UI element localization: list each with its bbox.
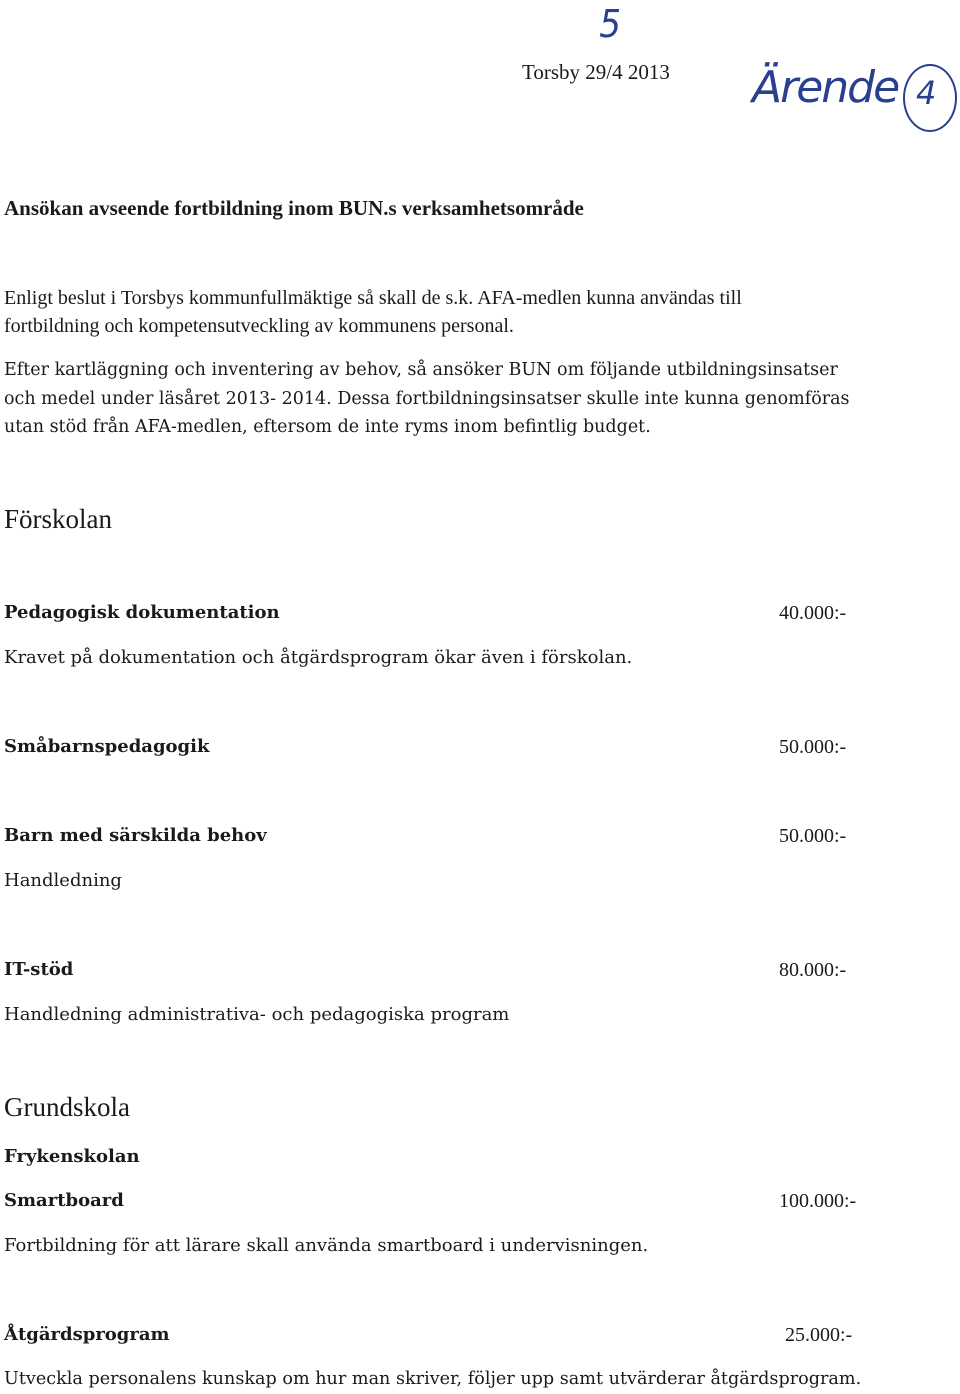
- intro-p2-line2-b: Dessa fortbildningsinsatser skulle inte kunna genomföras: [331, 389, 850, 409]
- item-title-smartboard: Smartboard: [4, 1190, 124, 1211]
- item-title-atgardsprogram: Åtgärdsprogram: [4, 1324, 170, 1345]
- item-amount-atgardsprogram: 25.000:-: [785, 1324, 853, 1346]
- item-title-it-stod: IT-stöd: [4, 959, 74, 980]
- subheading-frykenskolan: Frykenskolan: [4, 1146, 140, 1167]
- intro-paragraph-1: [4, 284, 742, 340]
- item-amount-pedagogisk-dokumentation: 40.000:-: [779, 602, 847, 624]
- intro-p2-line2: [4, 384, 850, 413]
- item-description-it-stod: Handledning administrativa- och pedagogiska program: [4, 1004, 510, 1025]
- handwritten-arende-note: Ärende: [752, 62, 899, 113]
- item-title-barn-med-sarskilda-behov: Barn med särskilda behov: [4, 825, 267, 846]
- intro-p2-line3: utan stöd från AFA-medlen, eftersom de inte ryms inom befintlig budget.: [4, 417, 651, 437]
- section-heading-grundskola: Grundskola: [4, 1092, 130, 1122]
- date-line: Torsby 29/4 2013: [522, 60, 670, 84]
- intro-p1-line1: Enligt beslut i Torsbys kommunfullmäktige så skall de s.k. AFA-medlen kunna användas till: [4, 287, 742, 309]
- document-title: Ansökan avseende fortbildning inom BUN.s verksamhetsområde: [4, 196, 584, 220]
- intro-p1-line2: fortbildning och kompetensutveckling av kommunens personal.: [4, 315, 514, 337]
- item-amount-smabarnspedagogik: 50.000:-: [779, 736, 847, 758]
- item-description-barn-med-sarskilda-behov: Handledning: [4, 870, 122, 891]
- item-title-pedagogisk-dokumentation: Pedagogisk dokumentation: [4, 602, 280, 623]
- item-amount-barn-med-sarskilda-behov: 50.000:-: [779, 825, 847, 847]
- item-description-smartboard: Fortbildning för att lärare skall använda smartboard i undervisningen.: [4, 1235, 649, 1256]
- handwritten-page-number: 5: [599, 2, 621, 46]
- intro-paragraph-2: [4, 356, 850, 441]
- intro-p2-line1: Efter kartläggning och inventering av behov, så ansöker BUN om följande utbildningsinsatser: [4, 360, 838, 380]
- section-heading-forskolan: Förskolan: [4, 504, 112, 534]
- handwritten-circled-number: 4: [916, 74, 937, 112]
- item-description-pedagogisk-dokumentation: Kravet på dokumentation och åtgärdsprogram ökar även i förskolan.: [4, 647, 633, 668]
- item-title-smabarnspedagogik: Småbarnspedagogik: [4, 736, 210, 757]
- item-description-atgardsprogram: Utveckla personalens kunskap om hur man skriver, följer upp samt utvärderar åtgärdsprogram.: [4, 1369, 862, 1389]
- item-amount-it-stod: 80.000:-: [779, 959, 847, 981]
- intro-p2-line2-a: och medel under läsåret 2013- 2014.: [4, 389, 332, 409]
- item-amount-smartboard: 100.000:-: [779, 1190, 857, 1212]
